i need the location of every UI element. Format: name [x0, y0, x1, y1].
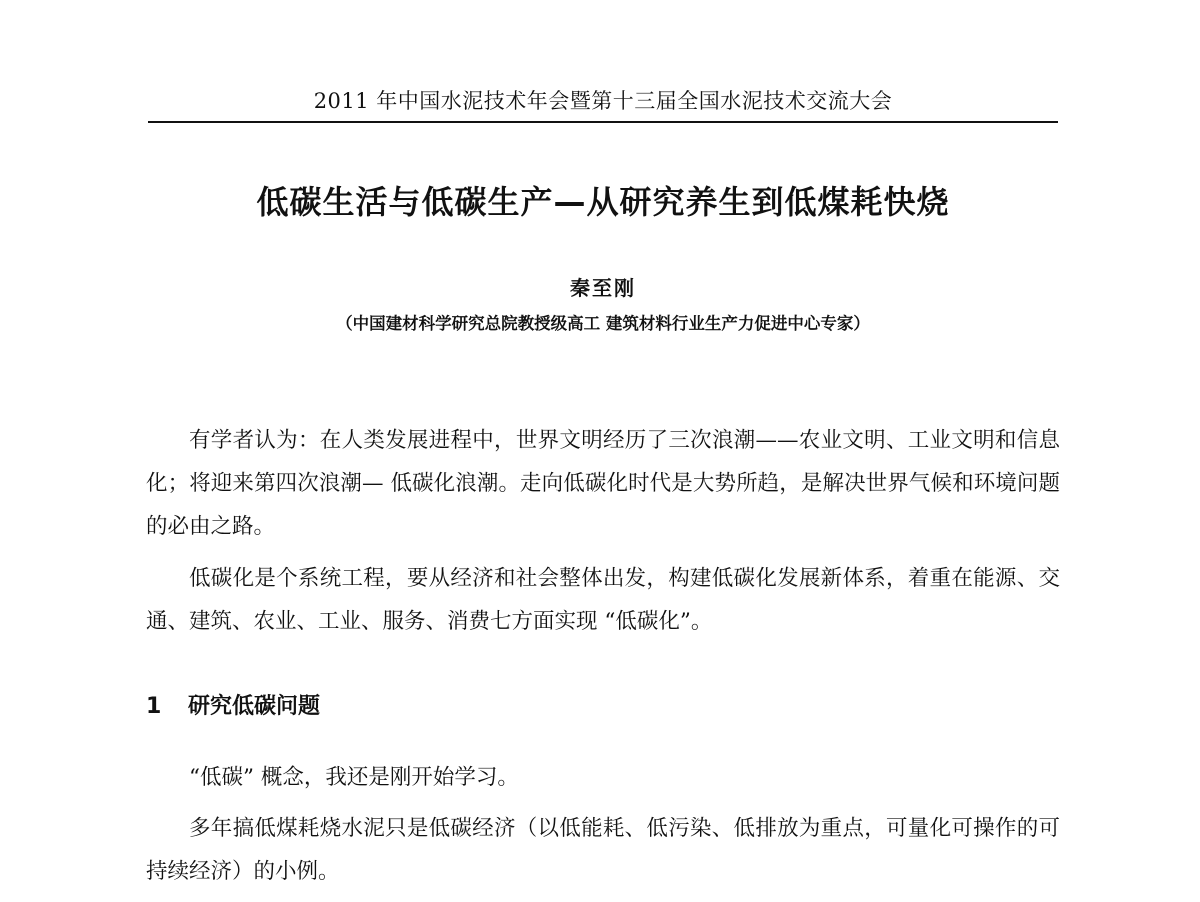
- intro-paragraph: 低碳化是个系统工程，要从经济和社会整体出发，构建低碳化发展新体系，着重在能源、交通、建筑、农业、工业、服务、消费七方面实现 “低碳化”。: [146, 566, 1060, 634]
- intro-paragraph: 有学者认为：在人类发展进程中，世界文明经历了三次浪潮——农业文明、工业文明和信息化；将迎来第四次浪潮— 低碳化浪潮。走向低碳化时代是大势所趋，是解决世界气候和环境问题的必由之路。: [146, 428, 1060, 539]
- section-heading: [146, 690, 320, 724]
- article-author: 秦至刚: [570, 276, 636, 300]
- section-paragraph: “低碳” 概念，我还是刚开始学习。: [189, 765, 519, 790]
- section-paragraph: 多年搞低煤耗烧水泥只是低碳经济（以低能耗、低污染、低排放为重点，可量化可操作的可持续经济）的小例。: [146, 816, 1060, 884]
- header-rule: [148, 121, 1058, 123]
- running-header: 2011 年中国水泥技术年会暨第十三届全国水泥技术交流大会: [313, 89, 893, 113]
- intro-body: [146, 419, 1060, 652]
- article-title: 低碳生活与低碳生产—从研究养生到低煤耗快烧: [256, 183, 950, 221]
- author-affiliation: （中国建材科学研究总院教授级高工 建筑材料行业生产力促进中心专家）: [336, 314, 870, 333]
- section-title: 研究低碳问题: [188, 694, 321, 719]
- section-body: [146, 756, 1060, 901]
- section-number: 1: [146, 694, 162, 719]
